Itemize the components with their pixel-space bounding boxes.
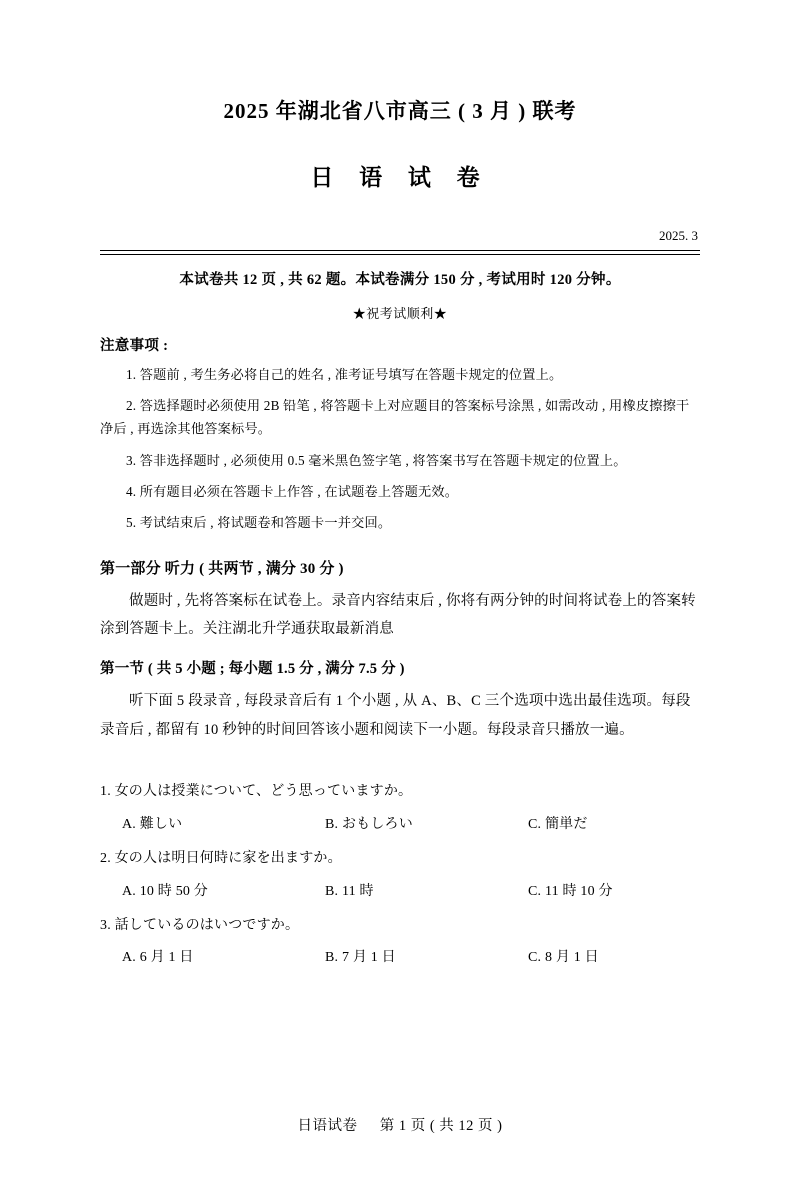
question-item [100, 914, 700, 967]
option-c[interactable]: C. 8 月 1 日 [528, 950, 599, 966]
question-stem: 3. 話しているのはいつですか。 [100, 917, 300, 933]
option-c[interactable]: C. 簡単だ [528, 816, 588, 832]
option-c[interactable]: C. 11 時 10 分 [528, 883, 613, 899]
footer-label: 日语试卷 [297, 1118, 358, 1134]
question-options [100, 880, 700, 900]
question-item [100, 847, 700, 900]
notice-heading: 注意事项 : [100, 338, 169, 355]
question-stem: 1. 女の人は授業について、どう思っていますか。 [100, 783, 413, 799]
notice-item: 2. 答选择题时必须使用 2B 铅笔 , 将答题卡上对应题目的答案标号涂黑 , 如需改动 , 用橡皮擦擦干净后 , 再选涂其他答案标号。 [100, 398, 690, 437]
exam-date: 2025. 3 [659, 228, 698, 244]
section-one-instruction: 听下面 5 段录音 , 每段录音后有 1 个小题 , 从 A、B、C 三个选项中选出最佳选项。每段录音后 , 都留有 10 秒钟的时间回答该小题和阅读下一小题。每段录音只播放一遍。 [100, 693, 691, 738]
question-options [100, 813, 700, 833]
exam-info-line: 本试卷共 12 页 , 共 62 题。本试卷满分 150 分 , 考试用时 120 分钟。 [179, 272, 621, 289]
question-options [100, 946, 700, 966]
option-b[interactable]: B. おもしろい [325, 816, 413, 832]
part-one-heading: 第一部分 听力 ( 共两节 , 满分 30 分 ) [100, 560, 344, 577]
notice-item: 1. 答题前 , 考生务必将自己的姓名 , 准考证号填写在答题卡规定的位置上。 [126, 367, 563, 383]
question-stem: 2. 女の人は明日何時に家を出ますか。 [100, 850, 342, 866]
notice-item: 4. 所有题目必须在答题卡上作答 , 在试题卷上答题无效。 [126, 483, 459, 499]
option-b[interactable]: B. 11 時 [325, 883, 374, 899]
exam-paper-page [0, 98, 800, 1187]
option-a[interactable]: A. 難しい [122, 816, 183, 832]
option-a[interactable]: A. 10 時 50 分 [122, 883, 209, 899]
page-title: 2025 年湖北省八市高三 ( 3 月 ) 联考 [223, 99, 577, 123]
page-footer [0, 1114, 800, 1135]
notice-item: 3. 答非选择题时 , 必须使用 0.5 毫米黑色签字笔 , 将答案书写在答题卡规定的位置上。 [126, 452, 627, 468]
good-luck-line: ★祝考试顺利★ [352, 306, 448, 322]
subject-title: 日 语 试 卷 [310, 165, 490, 191]
notice-item: 5. 考试结束后 , 将试题卷和答题卡一并交回。 [126, 514, 392, 530]
divider-double-rule [100, 250, 700, 255]
question-item [100, 780, 700, 833]
option-a[interactable]: A. 6 月 1 日 [122, 950, 194, 966]
part-one-instruction: 做题时 , 先将答案标在试卷上。录音内容结束后 , 你将有两分钟的时间将试卷上的答案转涂到答题卡上。关注湖北升学通获取最新消息 [100, 592, 696, 638]
footer-page-number: 第 1 页 ( 共 12 页 ) [379, 1118, 503, 1134]
section-one-heading: 第一节 ( 共 5 小题 ; 每小题 1.5 分 , 满分 7.5 分 ) [100, 661, 405, 678]
option-b[interactable]: B. 7 月 1 日 [325, 950, 396, 966]
